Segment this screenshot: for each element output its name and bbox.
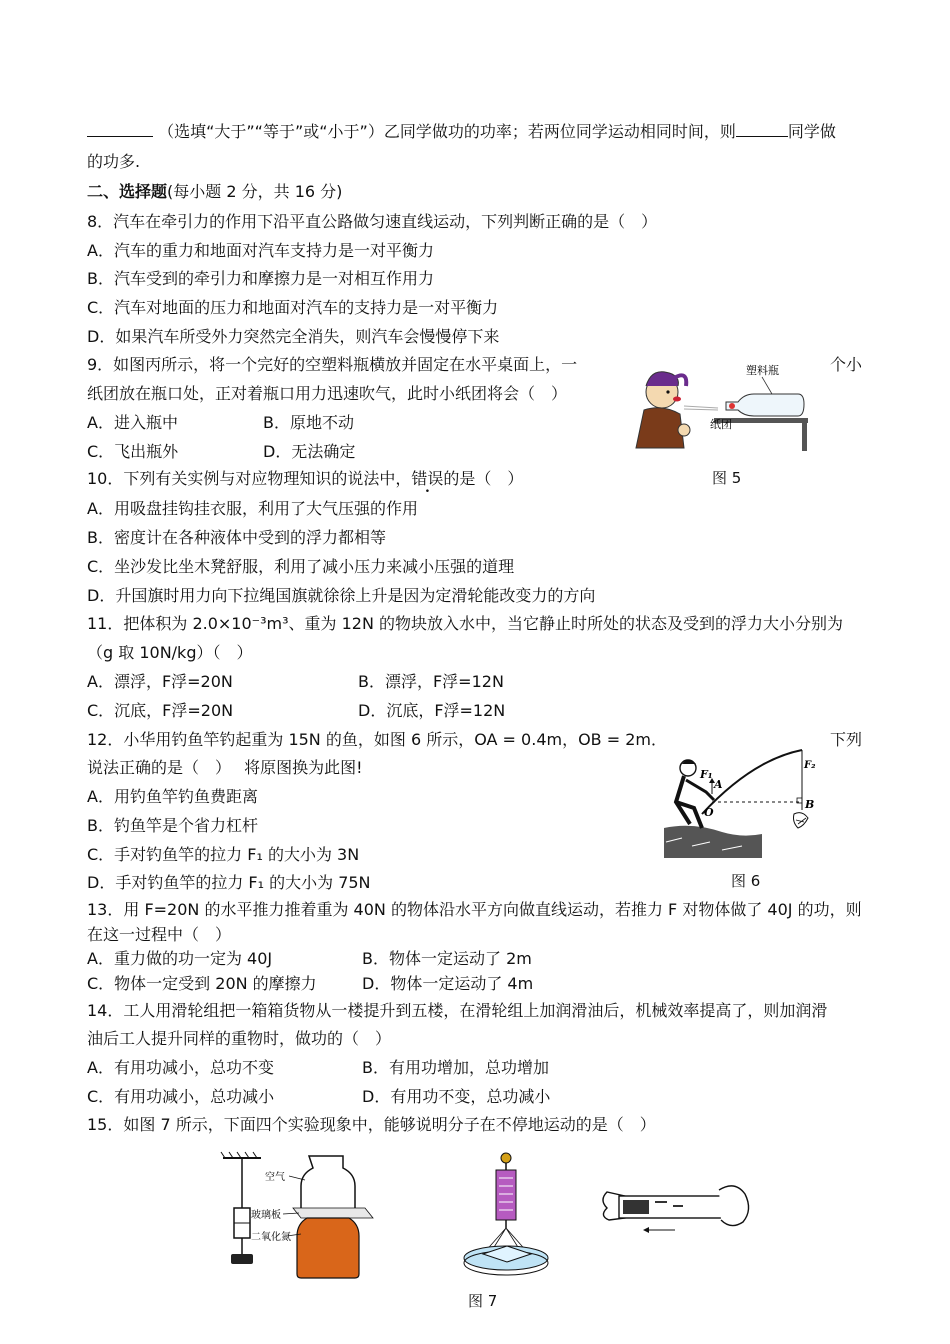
q14-option-a[interactable]: A．有用功减小，总功不变 (87, 1058, 274, 1077)
q9-option-a[interactable]: A．进入瓶中 (87, 413, 178, 432)
answer-blank[interactable] (87, 120, 153, 137)
q12-option-c[interactable]: C．手对钓鱼竿的拉力 F₁ 的大小为 3N (87, 845, 360, 864)
q9-stem-1-end: 个小 (830, 355, 863, 374)
q8-option-b[interactable]: B．汽车受到的牵引力和摩擦力是一对相互作用力 (87, 269, 434, 288)
figure-5-blow-bottle (622, 352, 812, 452)
q10-option-d[interactable]: D．升国旗时用力向下拉绳国旗就徐徐上升是因为定滑轮能改变力的方向 (87, 586, 596, 605)
figure-7-label-air: 空气 (265, 1172, 285, 1183)
figure-6-label-f1: F₁ (700, 768, 713, 781)
q9-option-b[interactable]: B．原地不动 (263, 413, 354, 432)
figure-7-spring-scale (221, 1152, 261, 1264)
figure-7-syringe (603, 1186, 749, 1233)
q14-option-b[interactable]: B．有用功增加，总功增加 (362, 1058, 549, 1077)
q12-option-a[interactable]: A．用钓鱼竿钓鱼费距离 (87, 787, 258, 806)
q8-option-c[interactable]: C．汽车对地面的压力和地面对汽车的支持力是一对平衡力 (87, 298, 499, 317)
figure-7-experiments (215, 1150, 760, 1280)
figure-7-label-no2: 二氧化氮 (251, 1232, 291, 1243)
q15-stem: 15．如图 7 所示，下面四个实验现象中，能够说明分子在不停地运动的是（ ） (87, 1115, 656, 1134)
q12-option-b[interactable]: B．钓鱼竿是个省力杠杆 (87, 816, 258, 835)
q11-option-c[interactable]: C．沉底，F浮=20N (87, 701, 234, 720)
figure-6-label-o: O (704, 806, 714, 819)
q8-stem: 8．汽车在牵引力的作用下沿平直公路做匀速直线运动，下列判断正确的是（ ） (87, 212, 658, 231)
intro-line-2: 的功多. (87, 152, 141, 171)
q12-stem-1: 12．小华用钓鱼竿钓起重为 15N 的鱼，如图 6 所示，OA = 0.4m，OB = 2m． (87, 730, 667, 749)
q13-option-b[interactable]: B．物体一定运动了 2m (362, 949, 532, 968)
q14-option-d[interactable]: D．有用功不变，总功减小 (362, 1087, 551, 1106)
answer-blank[interactable] (736, 120, 788, 137)
figure-6-label-f2: F₂ (804, 760, 816, 771)
figure-6-caption: 图 6 (731, 872, 761, 890)
q10-option-a[interactable]: A．用吸盘挂钩挂衣服，利用了大气压强的作用 (87, 499, 418, 518)
q11-option-b[interactable]: B．漂浮，F浮=12N (358, 672, 504, 691)
q14-stem-2: 油后工人提升同样的重物时，做功的（ ） (87, 1029, 392, 1048)
section-heading: 二、选择题(每小题 2 分，共 16 分) (87, 182, 343, 201)
q11-option-a[interactable]: A．漂浮，F浮=20N (87, 672, 233, 691)
q10-stem: 10．下列有关实例与对应物理知识的说法中，错误的是（ ） (87, 469, 524, 488)
q11-stem-1: 11．把体积为 2.0×10⁻³m³、重为 12N 的物块放入水中，当它静止时所处的状态及受到的浮力大小分别为 (87, 614, 844, 633)
figure-7-glass-water (464, 1153, 548, 1275)
figure-6-label-b: B (805, 798, 815, 811)
q13-option-a[interactable]: A．重力做的功一定为 40J (87, 949, 273, 968)
figure-5-label-paper: 纸团 (710, 419, 732, 431)
q9-stem-1: 9．如图丙所示，将一个完好的空塑料瓶横放并固定在水平桌面上，一 (87, 355, 578, 374)
figure-6-label-a: A (714, 778, 723, 791)
intro-line-1: （选填“大于”“等于”或“小于”）乙同学做功的功率；若两位同学运动相同时间，则 同学做 (87, 120, 836, 143)
q13-option-d[interactable]: D．物体一定运动了 4m (362, 974, 534, 993)
figure-7-caption: 图 7 (468, 1292, 498, 1310)
q11-option-d[interactable]: D．沉底，F浮=12N (358, 701, 506, 720)
q8-option-a[interactable]: A．汽车的重力和地面对汽车支持力是一对平衡力 (87, 241, 434, 260)
q14-option-c[interactable]: C．有用功减小，总功减小 (87, 1087, 275, 1106)
q12-option-d[interactable]: D．手对钓鱼竿的拉力 F₁ 的大小为 75N (87, 873, 371, 892)
emphasis-wrong: 错误 (411, 469, 444, 488)
q13-stem-1: 13．用 F=20N 的水平推力推着重为 40N 的物体沿水平方向做直线运动，若推力 F 对物体做了 40J 的功，则 (87, 900, 862, 919)
q9-stem-2: 纸团放在瓶口处，正对着瓶口用力迅速吹气，此时小纸团将会（ ） (87, 384, 568, 403)
q10-option-c[interactable]: C．坐沙发比坐木凳舒服，利用了减小压力来减小压强的道理 (87, 557, 515, 576)
q11-stem-2: （g 取 10N/kg）（ ） (87, 643, 253, 662)
figure-5-caption: 图 5 (712, 469, 742, 487)
q12-stem-2: 说法正确的是（ ） 将原图换为此图! (87, 758, 363, 777)
q14-stem-1: 14．工人用滑轮组把一箱箱货物从一楼提升到五楼，在滑轮组上加润滑油后，机械效率提高了，则加润滑 (87, 1001, 828, 1020)
q10-option-b[interactable]: B．密度计在各种液体中受到的浮力都相等 (87, 528, 386, 547)
figure-6-fishing-rod (662, 742, 822, 860)
q9-option-d[interactable]: D．无法确定 (263, 442, 356, 461)
q13-option-c[interactable]: C．物体一定受到 20N 的摩擦力 (87, 974, 317, 993)
q13-stem-2: 在这一过程中（ ） (87, 925, 232, 944)
figure-7-label-glass: 玻璃板 (251, 1210, 281, 1221)
q12-stem-1-end: 下列 (830, 730, 863, 749)
q8-option-d[interactable]: D．如果汽车所受外力突然完全消失，则汽车会慢慢停下来 (87, 327, 500, 346)
figure-7-gas-diffusion (251, 1156, 373, 1278)
figure-5-label-bottle: 塑料瓶 (746, 365, 779, 377)
q9-option-c[interactable]: C．飞出瓶外 (87, 442, 179, 461)
